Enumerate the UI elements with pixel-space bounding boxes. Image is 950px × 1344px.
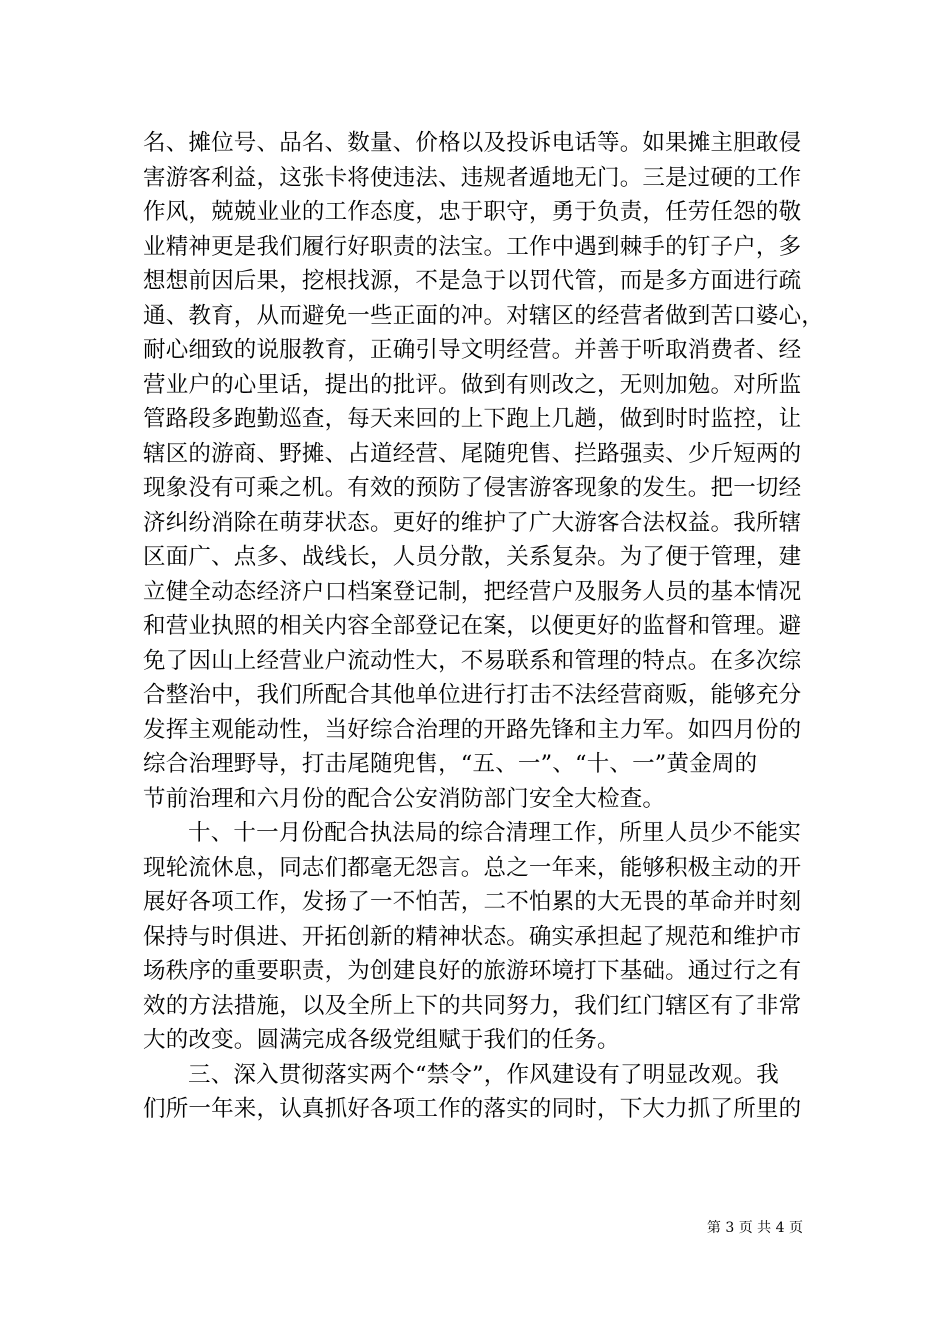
body-text	[143, 126, 823, 1127]
text-line: 业精神更是我们履行好职责的法宝。工作中遇到棘手的钉子户，多	[143, 233, 802, 260]
text-line: 节前治理和六月份的配合公安消防部门安全大检查。	[143, 785, 666, 812]
page-footer: 第 3 页 共 4 页	[706, 1220, 803, 1236]
text-line: 害游客利益，这张卡将使违法、违规者遁地无门。三是过硬的工作	[143, 164, 802, 191]
text-line: 合整治中，我们所配合其他单位进行打击不法经营商贩，能够充分	[143, 682, 802, 708]
text-line: 保持与时俱进、开拓创新的精神状态。确实承担起了规范和维护市	[143, 923, 802, 950]
text-line: 区面广、点多、战线长，人员分散，关系复杂。为了便于管理，建	[143, 544, 802, 570]
text-line: 大的改变。圆满完成各级党组赋于我们的任务。	[143, 1027, 620, 1053]
text-line: 现象没有可乘之机。有效的预防了侵害游客现象的发生。把一切经	[143, 475, 802, 501]
text-line: 耐心细致的说服教育，正确引导文明经营。并善于听取消费者、经	[143, 337, 802, 363]
text-line: 综合治理野导，打击尾随兜售，“五、一”、“十、一”黄金周的	[143, 751, 758, 777]
text-line: 现轮流休息，同志们都毫无怨言。总之一年来，能够积极主动的开	[143, 854, 802, 881]
text-line: 展好各项工作，发扬了一不怕苦，二不怕累的大无畏的革命并时刻	[143, 889, 802, 915]
text-line: 名、摊位号、品名、数量、价格以及投诉电话等。如果摊主胆敢侵	[143, 130, 802, 156]
text-line: 效的方法措施，以及全所上下的共同努力，我们红门辖区有了非常	[143, 992, 802, 1019]
text-line: 发挥主观能动性，当好综合治理的开路先锋和主力军。如四月份的	[143, 716, 802, 743]
text-line: 十、十一月份配合执法局的综合清理工作，所里人员少不能实	[188, 820, 801, 846]
text-line: 免了因山上经营业户流动性大，不易联系和管理的特点。在多次综	[143, 647, 802, 674]
text-line: 三、深入贯彻落实两个“禁令”，作风建设有了明显改观。我	[188, 1061, 779, 1088]
text-line: 想想前因后果，挖根找源，不是急于以罚代管，而是多方面进行疏	[143, 268, 802, 294]
text-line: 管路段多跑勤巡查，每天来回的上下跑上几趟，做到时时监控，让	[143, 406, 802, 432]
text-line: 作风，兢兢业业的工作态度，忠于职守，勇于负责，任劳任怨的敬	[143, 199, 802, 225]
text-line: 营业户的心里话，提出的批评。做到有则改之，无则加勉。对所监	[143, 371, 802, 398]
text-line: 和营业执照的相关内容全部登记在案，以便更好的监督和管理。避	[143, 613, 802, 639]
text-line: 济纠纷消除在萌芽状态。更好的维护了广大游客合法权益。我所辖	[143, 509, 802, 536]
text-line: 辖区的游商、野摊、占道经营、尾随兜售、拦路强卖、少斤短两的	[143, 440, 802, 467]
text-line: 场秩序的重要职责，为创建良好的旅游环境打下基础。通过行之有	[143, 958, 802, 984]
text-line: 通、教育，从而避免一些正面的冲。对辖区的经营者做到苦口婆心，	[143, 302, 825, 329]
text-line: 们所一年来，认真抓好各项工作的落实的同时，下大力抓了所里的	[143, 1096, 802, 1122]
text-line: 立健全动态经济户口档案登记制，把经营户及服务人员的基本情况	[143, 578, 802, 605]
